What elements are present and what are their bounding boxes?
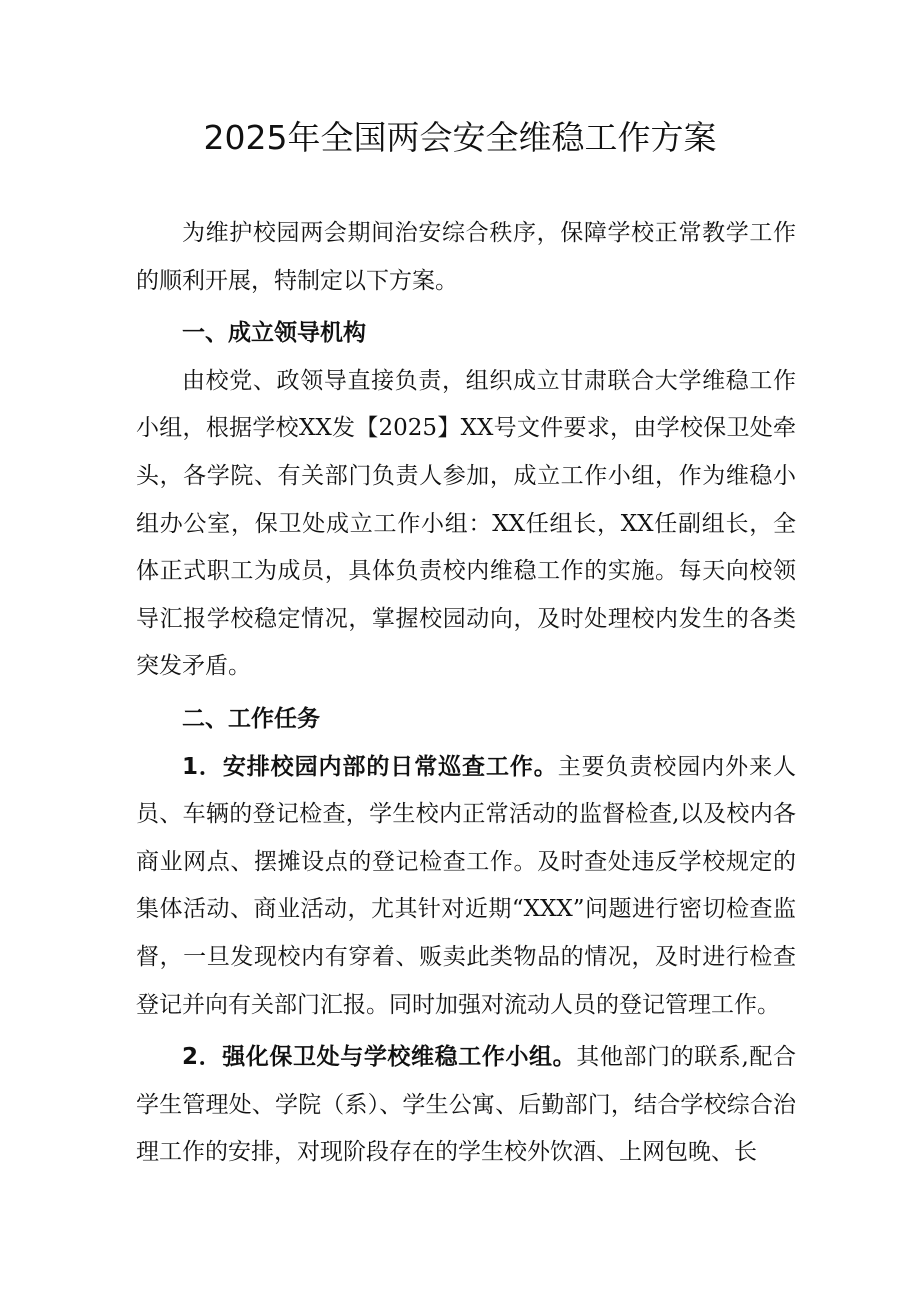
intro-paragraph: 为维护校园两会期间治安综合秩序，保障学校正常教学工作的顺利开展，特制定以下方案。 <box>136 220 796 294</box>
task-1-lead: 1．安排校园内部的日常巡查工作。 <box>182 753 558 780</box>
document-title: 2025年全国两会安全维稳工作方案 <box>203 118 717 157</box>
task-2-text: 其他部门的联系,配合学生管理处、学院（系）、学生公寓、后勤部门，结合学校综合治理工作的安排，对现阶段存在的学生校外饮酒、上网包晚、长 <box>136 1044 797 1166</box>
document-body <box>136 210 796 1177</box>
task-1-text: 主要负责校园内外来人员、车辆的登记检查，学生校内正常活动的监督检查,以及校内各商业网点、摆摊设点的登记检查工作。及时查处违反学校规定的集体活动、商业活动，尤其针对近期“XXX”问题进行密切检查监督，一旦发现校内有穿着、贩卖此类物品的情况，及时进行检查登记并向有关部门汇报。同时加强对流动人员的登记管理工作。 <box>136 753 796 1018</box>
task-2-lead: 2．强化保卫处与学校维稳工作小组。 <box>182 1044 577 1071</box>
task-2-paragraph <box>136 1034 796 1177</box>
section-1-paragraph: 由校党、政领导直接负责，组织成立甘肃联合大学维稳工作小组，根据学校XX发【2025】XX号文件要求，由学校保卫处牵头，各学院、有关部门负责人参加，成立工作小组，作为维稳小组办公室，保卫处成立工作小组：XX任组长，XX任副组长，全体正式职工为成员，具体负责校内维稳工作的实施。每天向校领导汇报学校稳定情况，掌握校园动向，及时处理校内发生的各类突发矛盾。 <box>136 367 796 680</box>
section-1-heading: 一、成立领导机构 <box>182 320 366 347</box>
task-1-paragraph <box>136 744 796 1030</box>
section-2-heading: 二、工作任务 <box>182 705 320 732</box>
